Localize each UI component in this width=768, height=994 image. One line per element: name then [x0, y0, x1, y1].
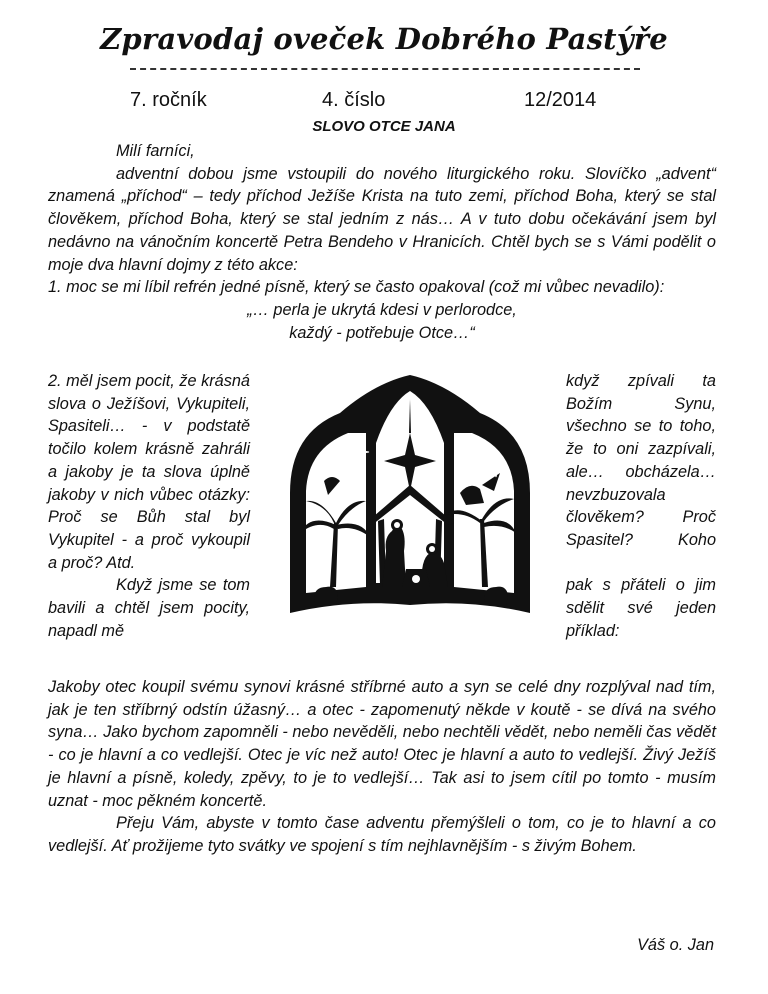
issue-label: 4. číslo	[322, 89, 386, 111]
intro-paragraph: adventní dobou jsme vstoupili do nového liturgického roku. Slovíčko „advent“ znamená „příchod“ – tedy příchod Ježíše Krista na tuto zemi, příchod Boha, který se stal člověkem, příchod Boha, který se stal jedním z nás… A v tuto dobu očekávání jsem byl nedávno na vánočním koncertě Petra Bendeho v Hranicích. Chtěl bych se s Vámi podělit o moje dva hlavní dojmy z této akce:	[48, 164, 716, 274]
left-column-text-2: Když jsme se tom bavili a chtěl jsem pocity, napadl mě	[48, 576, 250, 640]
masthead-divider	[130, 68, 640, 70]
article-intro	[48, 140, 716, 344]
right-column	[566, 370, 716, 642]
point-one: 1. moc se mi líbil refrén jedné písně, který se často opakoval (což mi vůbec nevadilo):	[48, 278, 665, 297]
right-column-text-1: když zpívali ta Božím Synu, všechno se to toho, že to oni zazpívali, ale… obcházela… nevzbuzovala člověkem? Proč Spasitel? Koho	[566, 372, 716, 549]
left-column-text-1: 2. měl jsem pocit, že krásná slova o Ježíšovi, Vykupiteli, Spasiteli… - v podstatě točilo kolem krásně zahráli a jakoby je ta slova úplně jakoby v nich vůbec otázky: Proč se Bůh stal byl Vykupitel - a proč vykoupil a proč? Atd.	[48, 372, 250, 572]
right-column-text-2: pak s přáteli o jim sdělit své jeden příklad:	[566, 576, 716, 640]
newsletter-title: Zpravodaj oveček Dobrého Pastýře	[100, 22, 668, 56]
closing-paragraph: Přeju Vám, abyste v tomto čase adventu přemýšleli o tom, co je to hlavní a co vedlejší. Ať prožijeme tyto svátky ve spojení s tím nejhlavnějším - s živým Bohem.	[48, 814, 716, 855]
nativity-illustration	[270, 373, 550, 635]
continuation-paragraph: Jakoby otec koupil svému synovi krásné stříbrné auto a syn se celé dny rozplýval nad tím, jak je ten stříbrný odstín úžasný… a otec - zapomenutý někde v koutě - se dívá na svého syna… Jako bychom zapomněli - nebo nevěděli, nebo nechtěli vědět, nebo neměli čas vědět - co je hlavní a co vedlejší. Otec je víc než auto! Otec je hlavní a auto to vedlejší. Živý Ježíš je hlavní a písně, koledy, zpěvy, to je to vedlejší… Tak asi to jsem cítil po tomto - musím uznat - moc pěkném koncertě.	[48, 678, 716, 810]
date-label: 12/2014	[524, 89, 597, 111]
quote-line-2: každý - potřebuje Otce…“	[289, 323, 475, 342]
greeting: Milí farníci,	[116, 142, 195, 160]
quote-line-1: „… perla je ukrytá kdesi v perlorodce,	[247, 300, 517, 319]
volume-label: 7. ročník	[130, 89, 207, 111]
article-continuation	[48, 676, 716, 858]
left-column	[48, 370, 250, 642]
article-heading: SLOVO OTCE JANA	[312, 118, 456, 135]
signature: Váš o. Jan	[637, 936, 714, 954]
